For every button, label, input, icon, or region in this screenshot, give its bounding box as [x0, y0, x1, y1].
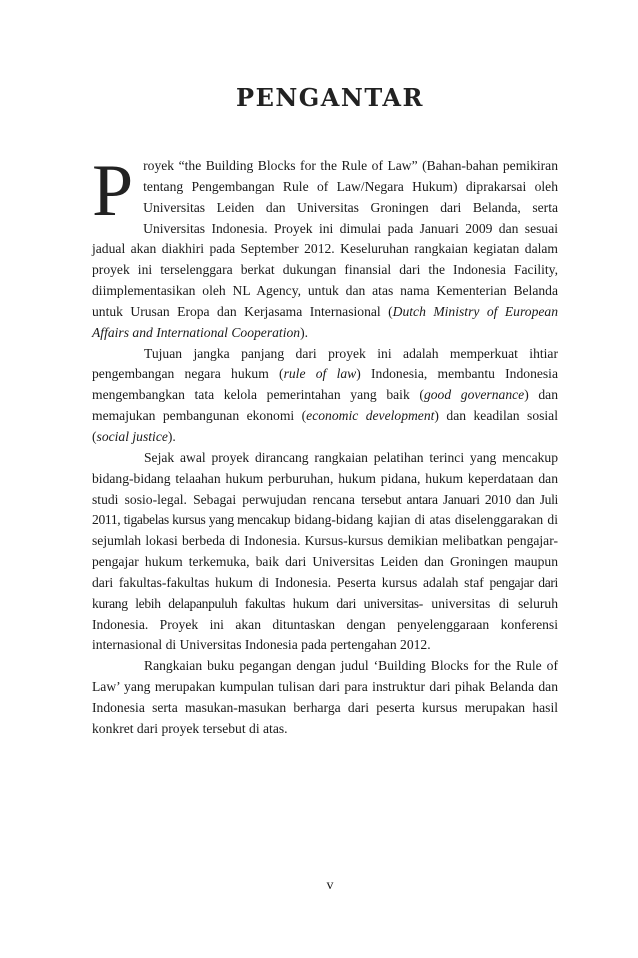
- paragraph-3-text-d: pengajar dari kurang lebih delapanpuluh fakultas hukum dari universitas-: [92, 574, 558, 611]
- paragraph-3-text-b: tersebut antara Januari 2010 dan Juli 2011, tigabelas kursus yang mencakup: [92, 491, 558, 528]
- page-title: PENGANTAR: [236, 83, 424, 112]
- paragraph-4: [92, 656, 558, 739]
- paragraph-1: [92, 150, 558, 344]
- drop-cap: P: [92, 150, 134, 232]
- paragraph-2-text-d: ) dan keadilan sosial (: [92, 408, 558, 444]
- paragraph-1-text: royek “the Building Blocks for the Rule of Law” (Bahan-bahan pemikiran tentang Pengembangan Rule of Law/Negara Hukum) diprakarsai oleh Universitas Leiden dan Universitas Groningen dari Belanda, serta Universitas Indonesia. Proyek ini dimulai pada Januari 2009 dan sesuai jadual akan diakhiri pada September 2012. Keseluruhan rangkaian kegiatan dalam proyek ini terselenggara berkat dukungan finansial dari the Indonesia Facility, diimplementasikan oleh NL Agency, untuk dan atas nama Kementerian Belanda untuk Urusan Eropa dan Kerjasama Internasional (: [92, 158, 558, 319]
- paragraph-1-end: ).: [300, 324, 308, 340]
- paragraph-2-text-b: ) Indonesia, membantu Indonesia mengembangkan tata kelola pemerintahan yang baik (: [92, 366, 558, 403]
- paragraph-3-text-c: bidang-bidang kajian di atas diselenggarakan di sejumlah lokasi berbeda di Indonesia. Kursus-kursus demikian melibatkan pengajar-pengajar hukum terkemuka, baik dari Universitas Leiden dan Groningen maupun dari fakultas-fakultas hukum di Indonesia. Peserta kursus adalah staf: [92, 512, 558, 590]
- paragraph-2-text: Tujuan jangka panjang dari proyek ini adalah memperkuat ihtiar pengembangan negara hukum (: [92, 345, 558, 382]
- paragraph-3-text: Sejak awal proyek dirancang rangkaian pelatihan terinci yang mencakup bidang-bidang telaahan hukum perburuhan, hukum pidana, hukum keperdataan dan studi sosio-legal. Sebagai perwujudan rencana: [92, 449, 558, 507]
- term-social-justice: social justice: [96, 428, 168, 444]
- paragraph-2-text-c: ) dan memajukan pembangunan ekonomi (: [92, 387, 558, 424]
- term-good-governance: good governance: [423, 387, 525, 403]
- paragraph-2: [92, 344, 558, 448]
- term-economic-development: economic development: [306, 408, 435, 424]
- preface-body: [92, 150, 558, 740]
- paragraph-1-italic: Dutch Ministry of European Affairs and International Cooperation: [92, 303, 558, 340]
- paragraph-3: [92, 448, 558, 656]
- page-number: v: [326, 878, 334, 893]
- paragraph-3-end: universitas di seluruh Indonesia. Proyek ini akan dituntaskan dengan penyelenggaraan konferensi internasional di Universitas Indonesia pada pertengahan 2012.: [92, 595, 558, 653]
- paragraph-2-end: ).: [167, 428, 176, 444]
- paragraph-4-text: Rangkaian buku pegangan dengan judul ‘Building Blocks for the Rule of Law’ yang merupakan kumpulan tulisan dari para instruktur dari pihak Belanda dan Indonesia serta masukan-masukan berharga dari peserta kursus merupakan hasil konkret dari proyek tersebut di atas.: [92, 658, 558, 736]
- term-rule-of-law: rule of law: [283, 366, 357, 382]
